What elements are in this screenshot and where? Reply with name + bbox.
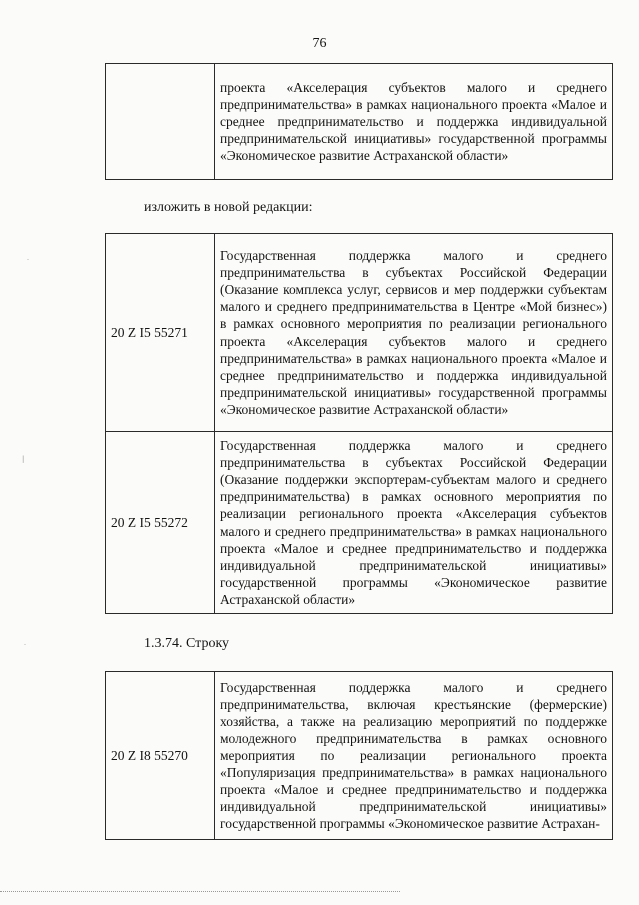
scan-artifact: ∙ bbox=[27, 255, 29, 264]
description-cell: проекта «Акселерация субъектов малого и среднего предпринимательства» в рамках национального проекта «Малое и среднее предпринимательство и поддержка индивидуальной предпринимательской инициативы» государственной программы «Экономическое развитие Астраханской области» bbox=[215, 64, 613, 180]
page-number: 76 bbox=[312, 36, 327, 51]
table-continued bbox=[105, 63, 613, 180]
table-new-edition bbox=[105, 233, 613, 614]
code-cell bbox=[106, 64, 215, 180]
section-heading: 1.3.74. Строку bbox=[144, 636, 230, 651]
instruction-text: изложить в новой редакции: bbox=[144, 200, 313, 215]
code-cell: 20 Z I5 55272 bbox=[106, 432, 215, 614]
scan-edge-line bbox=[0, 891, 400, 892]
code-cell: 20 Z I8 55270 bbox=[106, 672, 215, 840]
description-cell: Государственная поддержка малого и среднего предпринимательства, включая крестьянские (фермерские) хозяйства, а также на реализацию мероприятий по поддержке молодежного предпринимательства в рамках основного мероприятия по реализации регионального проекта «Популяризация предпринимательства» в рамках национального проекта «Малое и среднее предпринимательство и поддержка индивидуальной предпринимательской инициативы» государственной программы «Экономическое развитие Астрахан- bbox=[215, 672, 613, 840]
table-row bbox=[106, 672, 613, 840]
scan-artifact: ∙ bbox=[24, 640, 26, 649]
description-cell: Государственная поддержка малого и среднего предпринимательства в субъектах Российской Федерации (Оказание комплекса услуг, сервисов и мер поддержки субъектам малого и среднего предпринимательства в Центре «Мой бизнес») в рамках основного мероприятия по реализации регионального проекта «Акселерация субъектов малого и среднего предпринимательства» в рамках национального проекта «Малое и среднее предпринимательство и поддержка индивидуальной предпринимательской инициативы» государственной программы «Экономическое развитие Астраханской области» bbox=[215, 234, 613, 432]
table-row bbox=[106, 432, 613, 614]
scan-artifact: ∣ bbox=[22, 455, 25, 464]
table-row bbox=[106, 64, 613, 180]
code-cell: 20 Z I5 55271 bbox=[106, 234, 215, 432]
table-row-replace bbox=[105, 671, 613, 840]
description-cell: Государственная поддержка малого и среднего предпринимательства в субъектах Российской Федерации (Оказание поддержки экспортерам-субъектам малого и среднего предпринимательства) в рамках основного мероприятия по реализации регионального проекта «Акселерация субъектов малого и среднего предпринимательства» в рамках национального проекта «Малое и среднее предпринимательство и поддержка индивидуальной предпринимательской инициативы» государственной программы «Экономическое развитие Астраханской области» bbox=[215, 432, 613, 614]
table-row bbox=[106, 234, 613, 432]
